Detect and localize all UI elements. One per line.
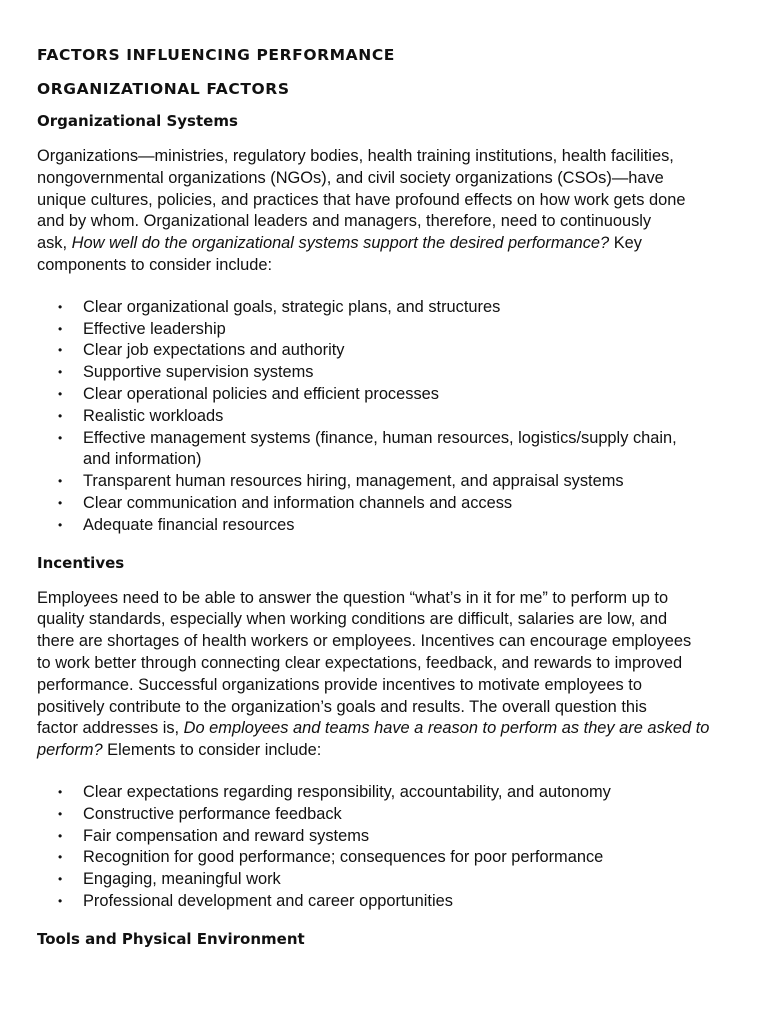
bullet-icon: • xyxy=(58,386,63,401)
list-item-text: Transparent human resources hiring, management, and appraisal systems xyxy=(83,472,624,491)
bullet-icon: • xyxy=(58,872,63,887)
bullet-icon: • xyxy=(58,850,63,865)
ask-prefix: ask, xyxy=(37,234,72,253)
org-systems-bullet-list xyxy=(37,297,737,537)
section-heading-tools: Tools and Physical Environment xyxy=(37,929,305,948)
list-item xyxy=(37,891,737,913)
bullet-icon: • xyxy=(58,321,63,336)
list-item xyxy=(37,319,737,341)
list-item xyxy=(37,847,737,869)
ask-suffix: Key xyxy=(609,234,642,253)
bullet-icon: • xyxy=(58,299,63,314)
section-heading-org-systems: Organizational Systems xyxy=(37,112,238,130)
bullet-icon: • xyxy=(58,806,63,821)
list-item-text: Effective leadership xyxy=(83,319,226,338)
list-item xyxy=(37,362,737,384)
list-item xyxy=(37,515,737,537)
bullet-icon: • xyxy=(58,517,63,532)
list-item-text: Engaging, meaningful work xyxy=(83,870,281,889)
list-item xyxy=(37,869,737,891)
intro-line: Organizations—ministries, regulatory bodies, health training institutions, health facilities, xyxy=(37,147,674,165)
bullet-icon: • xyxy=(58,430,63,445)
document-subtitle: ORGANIZATIONAL FACTORS xyxy=(37,80,290,98)
paragraph-line: to work better through connecting clear expectations, feedback, and rewards to improved xyxy=(37,653,683,672)
list-item-text: Realistic workloads xyxy=(83,406,224,425)
list-item-text-continuation: and information) xyxy=(83,450,202,469)
list-item-text: Fair compensation and reward systems xyxy=(83,826,370,845)
ask-question: How well do the organizational systems support the desired performance? xyxy=(71,234,610,253)
list-item-text: Effective management systems (finance, human resources, logistics/supply chain, xyxy=(83,428,677,447)
list-item xyxy=(37,340,737,362)
bullet-icon: • xyxy=(58,408,63,423)
list-item-text: Clear operational policies and efficient processes xyxy=(83,384,439,403)
list-item-text: Clear expectations regarding responsibility, accountability, and autonomy xyxy=(83,782,611,801)
section-heading-incentives: Incentives xyxy=(37,553,125,572)
list-item xyxy=(37,297,737,319)
list-item xyxy=(37,406,737,428)
document-page xyxy=(37,44,737,950)
bullet-icon: • xyxy=(58,343,63,358)
question-text: Do employees and teams have a reason to perform as they are asked to xyxy=(183,719,710,738)
list-item-text: Clear communication and information channels and access xyxy=(83,493,513,512)
question-suffix: Elements to consider include: xyxy=(102,741,322,760)
document-title: FACTORS INFLUENCING PERFORMANCE xyxy=(37,46,395,64)
list-item-text: Professional development and career opportunities xyxy=(83,891,453,910)
question-text-end: perform? xyxy=(37,741,103,760)
bullet-icon: • xyxy=(58,828,63,843)
list-item-text: Supportive supervision systems xyxy=(83,363,314,382)
list-item-text: Clear job expectations and authority xyxy=(83,341,345,360)
list-item xyxy=(37,471,737,493)
bullet-icon: • xyxy=(58,784,63,799)
list-item-text: Recognition for good performance; consequences for poor performance xyxy=(83,848,604,867)
intro-line: and by whom. Organizational leaders and managers, therefore, need to continuously xyxy=(37,212,652,231)
list-item-text: Adequate financial resources xyxy=(83,515,295,534)
incentives-bullet-list xyxy=(37,782,737,913)
intro-line: components to consider include: xyxy=(37,255,273,274)
list-item xyxy=(37,384,737,406)
bullet-icon: • xyxy=(58,893,63,908)
paragraph-line: performance. Successful organizations provide incentives to motivate employees to xyxy=(37,675,642,694)
bullet-icon: • xyxy=(58,474,63,489)
list-item xyxy=(37,804,737,826)
list-item-text: Clear organizational goals, strategic plans, and structures xyxy=(83,297,501,316)
list-item-text: Constructive performance feedback xyxy=(83,804,342,823)
bullet-icon: • xyxy=(58,495,63,510)
paragraph-line: there are shortages of health workers or employees. Incentives can encourage employees xyxy=(37,632,692,651)
list-item xyxy=(37,428,737,472)
incentives-paragraph xyxy=(37,588,737,762)
bullet-icon: • xyxy=(58,365,63,380)
paragraph-line: positively contribute to the organization’s goals and results. The overall question this xyxy=(37,697,647,716)
list-item xyxy=(37,493,737,515)
org-systems-intro xyxy=(37,146,737,277)
question-prefix: factor addresses is, xyxy=(37,719,184,738)
intro-line: nongovernmental organizations (NGOs), and civil society organizations (CSOs)—have xyxy=(37,168,664,187)
list-item xyxy=(37,782,737,804)
paragraph-line: quality standards, especially when working conditions are difficult, salaries are low, and xyxy=(37,610,668,629)
intro-line: unique cultures, policies, and practices that have profound effects on how work gets done xyxy=(37,190,686,209)
paragraph-line: Employees need to be able to answer the question “what’s in it for me” to perform up to xyxy=(37,588,669,607)
list-item xyxy=(37,826,737,848)
